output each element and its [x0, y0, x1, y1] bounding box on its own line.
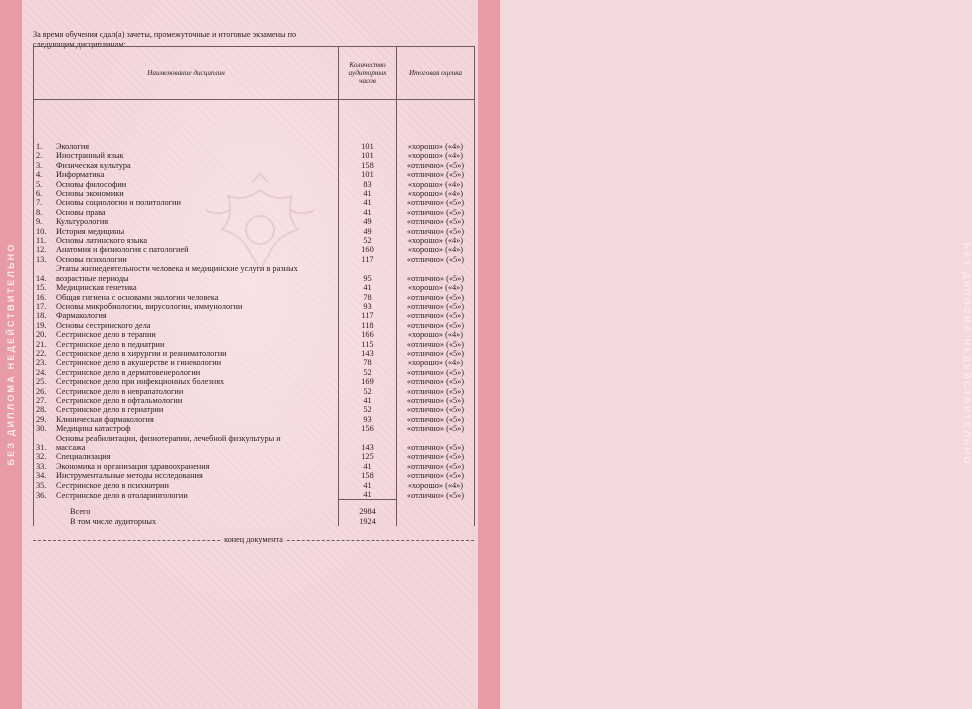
discipline-name-cell [34, 462, 339, 471]
discipline-hours: 41 [339, 396, 397, 405]
discipline-index: 10. [36, 226, 47, 236]
discipline-name-cell [34, 415, 339, 424]
discipline-name: Сестринское дело в дерматовенерологии [56, 367, 201, 377]
discipline-hours: 78 [339, 293, 397, 302]
discipline-name: Сестринское дело при инфекционных болезнях [56, 377, 225, 387]
discipline-name-cell [34, 236, 339, 245]
table-row [34, 283, 475, 292]
discipline-grade: «отлично» («5») [397, 405, 475, 414]
discipline-index: 33. [36, 461, 47, 471]
discipline-name: Основы права [56, 207, 106, 217]
discipline-index: 1. [36, 142, 43, 151]
discipline-index: 8. [36, 207, 43, 217]
discipline-hours: 83 [339, 180, 397, 189]
discipline-hours: 93 [339, 302, 397, 311]
table-row [34, 245, 475, 254]
discipline-index: 7. [36, 198, 43, 208]
discipline-name: Физическая культура [56, 160, 131, 170]
table-row [34, 208, 475, 217]
discipline-name-cell [34, 358, 339, 367]
discipline-name: Анатомия и физиология с патологией [56, 245, 189, 255]
table-row [34, 293, 475, 302]
discipline-name-cell [34, 434, 339, 453]
discipline-name: Сестринское дело в гериатрии [56, 405, 164, 415]
discipline-index: 19. [36, 320, 47, 330]
totals-row [34, 517, 475, 526]
table-row [34, 142, 475, 151]
discipline-name: История медицины [56, 226, 125, 236]
discipline-name: Основы философии [56, 179, 127, 189]
discipline-name-cell [34, 198, 339, 207]
discipline-grade: «отлично» («5») [397, 170, 475, 179]
discipline-name: Сестринское дело в офтальмологии [56, 395, 183, 405]
discipline-index: 11. [36, 236, 47, 246]
discipline-index: 9. [36, 217, 43, 227]
discipline-grade: «отлично» («5») [397, 471, 475, 480]
discipline-hours: 156 [339, 424, 397, 433]
discipline-name-cell [34, 189, 339, 198]
discipline-hours: 41 [339, 189, 397, 198]
discipline-name: Основы экономики [56, 189, 124, 199]
discipline-name: Общая гигиена с основами экологии человека [56, 292, 219, 302]
table-spacer-row [34, 100, 475, 143]
totals-value: 1924 [339, 517, 397, 526]
discipline-name: Сестринское дело в терапии [56, 330, 156, 340]
discipline-name-cell [34, 217, 339, 226]
discipline-grade: «хорошо» («4») [397, 481, 475, 490]
discipline-index: 4. [36, 170, 43, 180]
discipline-grade: «хорошо» («4») [397, 142, 475, 151]
table-row [34, 396, 475, 405]
discipline-name-cell [34, 405, 339, 414]
discipline-name: Сестринское дело в акушерстве и гинекологии [56, 358, 222, 368]
disciplines-table-body [34, 100, 475, 526]
discipline-name: Иностранный язык [56, 151, 124, 161]
table-row [34, 227, 475, 236]
discipline-hours: 158 [339, 471, 397, 480]
discipline-index: 28. [36, 405, 47, 415]
table-row [34, 415, 475, 424]
discipline-index: 30. [36, 424, 47, 434]
table-row [34, 264, 475, 283]
discipline-hours: 52 [339, 387, 397, 396]
discipline-grade: «отлично» («5») [397, 255, 475, 264]
table-row [34, 302, 475, 311]
discipline-grade: «хорошо» («4») [397, 330, 475, 339]
discipline-hours: 41 [339, 490, 397, 500]
discipline-hours: 117 [339, 255, 397, 264]
discipline-hours: 41 [339, 283, 397, 292]
table-row [34, 481, 475, 490]
discipline-name-cell [34, 311, 339, 320]
table-row [34, 217, 475, 226]
discipline-name: Основы реабилитации, физиотерапии, лечебной физкультуры и массажа [56, 433, 281, 452]
discipline-index: 12. [36, 245, 47, 255]
discipline-grade: «отлично» («5») [397, 415, 475, 424]
table-row [34, 151, 475, 160]
discipline-name: Сестринское дело в отоларингологии [56, 490, 188, 500]
discipline-grade: «отлично» («5») [397, 311, 475, 320]
discipline-grade: «отлично» («5») [397, 434, 475, 453]
discipline-grade: «отлично» («5») [397, 349, 475, 358]
discipline-hours: 41 [339, 198, 397, 207]
discipline-index: 29. [36, 414, 47, 424]
discipline-grade: «отлично» («5») [397, 264, 475, 283]
header-grade: Итоговая оценка [397, 47, 475, 100]
table-row [34, 311, 475, 320]
discipline-grade: «отлично» («5») [397, 387, 475, 396]
discipline-hours: 95 [339, 264, 397, 283]
discipline-name-cell [34, 283, 339, 292]
discipline-hours: 52 [339, 368, 397, 377]
discipline-name-cell [34, 302, 339, 311]
discipline-grade: «отлично» («5») [397, 340, 475, 349]
discipline-index: 23. [36, 358, 47, 368]
discipline-grade: «отлично» («5») [397, 161, 475, 170]
discipline-hours: 93 [339, 415, 397, 424]
discipline-name: Основы сестринского дела [56, 320, 151, 330]
discipline-name: Инструментальные методы исследования [56, 471, 203, 481]
discipline-name: Сестринское дело в психиатрии [56, 480, 169, 490]
discipline-hours: 125 [339, 452, 397, 461]
discipline-name-cell [34, 142, 339, 151]
table-row [34, 255, 475, 264]
totals-row [34, 500, 475, 517]
discipline-hours: 118 [339, 321, 397, 330]
discipline-hours: 41 [339, 462, 397, 471]
discipline-name-cell [34, 387, 339, 396]
discipline-name: Фармакология [56, 311, 107, 321]
discipline-hours: 160 [339, 245, 397, 254]
discipline-index: 24. [36, 367, 47, 377]
right-band-text: БЕЗ ДИПЛОМА НЕДЕЙСТВИТЕЛЬНО [962, 242, 972, 466]
discipline-name-cell [34, 452, 339, 461]
discipline-hours: 143 [339, 434, 397, 453]
discipline-hours: 115 [339, 340, 397, 349]
discipline-grade: «отлично» («5») [397, 217, 475, 226]
discipline-name-cell [34, 264, 339, 283]
table-row [34, 180, 475, 189]
discipline-index: 32. [36, 452, 47, 462]
table-row [34, 349, 475, 358]
table-row [34, 161, 475, 170]
header-discipline-name: Наименование дисциплин [34, 47, 339, 100]
left-security-band [0, 0, 22, 709]
right-security-band [478, 0, 972, 709]
left-band-text: БЕЗ ДИПЛОМА НЕДЕЙСТВИТЕЛЬНО [6, 242, 16, 466]
discipline-name-cell [34, 340, 339, 349]
discipline-name-cell [34, 170, 339, 179]
discipline-grade: «отлично» («5») [397, 208, 475, 217]
table-row [34, 405, 475, 414]
discipline-grade: «хорошо» («4») [397, 283, 475, 292]
discipline-grade: «отлично» («5») [397, 198, 475, 207]
intro-text: За время обучения сдал(а) зачеты, промежуточные и итоговые экзамены по следующим дисциплинам: [33, 30, 297, 49]
discipline-name: Экология [56, 142, 90, 151]
discipline-index: 16. [36, 292, 47, 302]
discipline-index: 13. [36, 254, 47, 264]
discipline-grade: «отлично» («5») [397, 227, 475, 236]
discipline-index: 5. [36, 179, 43, 189]
discipline-name-cell [34, 255, 339, 264]
discipline-hours: 41 [339, 208, 397, 217]
discipline-name-cell [34, 161, 339, 170]
discipline-name-cell [34, 208, 339, 217]
table-row [34, 321, 475, 330]
document-end-marker [33, 535, 474, 545]
discipline-hours: 166 [339, 330, 397, 339]
discipline-name-cell [34, 180, 339, 189]
discipline-name-cell [34, 368, 339, 377]
discipline-index: 31. [36, 443, 47, 452]
document-end-label: конец документа [221, 535, 286, 544]
discipline-name-cell [34, 396, 339, 405]
table-row [34, 358, 475, 367]
discipline-name-cell [34, 349, 339, 358]
table-row [34, 471, 475, 480]
discipline-grade: «хорошо» («4») [397, 245, 475, 254]
discipline-name-cell [34, 481, 339, 490]
discipline-grade: «отлично» («5») [397, 302, 475, 311]
discipline-grade: «хорошо» («4») [397, 180, 475, 189]
discipline-hours: 52 [339, 405, 397, 414]
header-hours: Количество аудиторных часов [339, 47, 397, 100]
discipline-hours: 52 [339, 236, 397, 245]
discipline-grade: «отлично» («5») [397, 368, 475, 377]
discipline-name-cell [34, 227, 339, 236]
discipline-grade: «отлично» («5») [397, 321, 475, 330]
discipline-index: 27. [36, 395, 47, 405]
table-row [34, 424, 475, 433]
discipline-index: 35. [36, 480, 47, 490]
table-row [34, 490, 475, 500]
discipline-index: 15. [36, 283, 47, 293]
totals-value: 2984 [339, 500, 397, 517]
totals-empty-cell [397, 517, 475, 526]
discipline-grade: «отлично» («5») [397, 377, 475, 386]
discipline-name-cell [34, 490, 339, 500]
table-row [34, 434, 475, 453]
discipline-name-cell [34, 321, 339, 330]
table-row [34, 340, 475, 349]
discipline-name: Экономика и организация здравоохранения [56, 461, 210, 471]
discipline-index: 34. [36, 471, 47, 481]
discipline-hours: 101 [339, 151, 397, 160]
discipline-grade: «отлично» («5») [397, 293, 475, 302]
totals-label: В том числе аудиторных [34, 517, 339, 526]
discipline-name: Сестринское дело в хирургии и реаниматологии [56, 348, 227, 358]
discipline-grade: «отлично» («5») [397, 396, 475, 405]
discipline-index: 26. [36, 386, 47, 396]
discipline-index: 6. [36, 189, 43, 199]
discipline-index: 36. [36, 490, 47, 500]
discipline-name-cell [34, 330, 339, 339]
discipline-grade: «хорошо» («4») [397, 236, 475, 245]
discipline-name: Основы латинского языка [56, 236, 148, 246]
discipline-hours: 101 [339, 142, 397, 151]
discipline-hours: 41 [339, 481, 397, 490]
discipline-name-cell [34, 293, 339, 302]
discipline-name: Информатика [56, 170, 105, 180]
discipline-hours: 158 [339, 161, 397, 170]
table-row [34, 189, 475, 198]
discipline-name: Сестринское дело в неврапатологии [56, 386, 184, 396]
discipline-grade: «хорошо» («4») [397, 151, 475, 160]
discipline-index: 22. [36, 348, 47, 358]
discipline-name-cell [34, 424, 339, 433]
table-row [34, 368, 475, 377]
totals-label: Всего [34, 500, 339, 517]
table-row [34, 198, 475, 207]
discipline-grade: «хорошо» («4») [397, 189, 475, 198]
discipline-grade: «отлично» («5») [397, 424, 475, 433]
table-row [34, 170, 475, 179]
discipline-name: Медицинская генетика [56, 283, 137, 293]
discipline-hours: 78 [339, 358, 397, 367]
discipline-index: 21. [36, 339, 47, 349]
table-row [34, 387, 475, 396]
discipline-grade: «отлично» («5») [397, 452, 475, 461]
discipline-name: Этапы жизнедеятельности человека и медицинские услуги в разных возрастные периоды [56, 264, 298, 283]
table-row [34, 452, 475, 461]
discipline-name-cell [34, 245, 339, 254]
discipline-name-cell [34, 151, 339, 160]
discipline-hours: 101 [339, 170, 397, 179]
totals-empty-cell [397, 500, 475, 517]
discipline-index: 17. [36, 301, 47, 311]
discipline-name: Культурология [56, 217, 109, 227]
discipline-name: Специализация [56, 452, 111, 462]
discipline-hours: 169 [339, 377, 397, 386]
table-row [34, 462, 475, 471]
discipline-index: 18. [36, 311, 47, 321]
discipline-name: Основы психологии [56, 254, 127, 264]
discipline-index: 2. [36, 151, 43, 161]
discipline-hours: 143 [339, 349, 397, 358]
table-row [34, 377, 475, 386]
discipline-hours: 49 [339, 217, 397, 226]
discipline-name: Основы социологии и политологии [56, 198, 181, 208]
discipline-index: 14. [36, 273, 47, 283]
discipline-index: 25. [36, 377, 47, 387]
discipline-name: Основы микробиологии, вирусологии, иммунологии [56, 301, 243, 311]
discipline-name: Медицина катастроф [56, 424, 131, 434]
table-row [34, 236, 475, 245]
discipline-grade: «хорошо» («4») [397, 358, 475, 367]
discipline-index: 20. [36, 330, 47, 340]
discipline-name: Клиническая фармакология [56, 414, 154, 424]
discipline-hours: 49 [339, 227, 397, 236]
discipline-hours: 117 [339, 311, 397, 320]
discipline-name-cell [34, 471, 339, 480]
discipline-name-cell [34, 377, 339, 386]
discipline-grade: «отлично» («5») [397, 490, 475, 500]
discipline-name: Сестринское дело в педиатрии [56, 339, 165, 349]
discipline-index: 3. [36, 160, 43, 170]
table-row [34, 330, 475, 339]
discipline-grade: «отлично» («5») [397, 462, 475, 471]
disciplines-table [33, 46, 475, 526]
